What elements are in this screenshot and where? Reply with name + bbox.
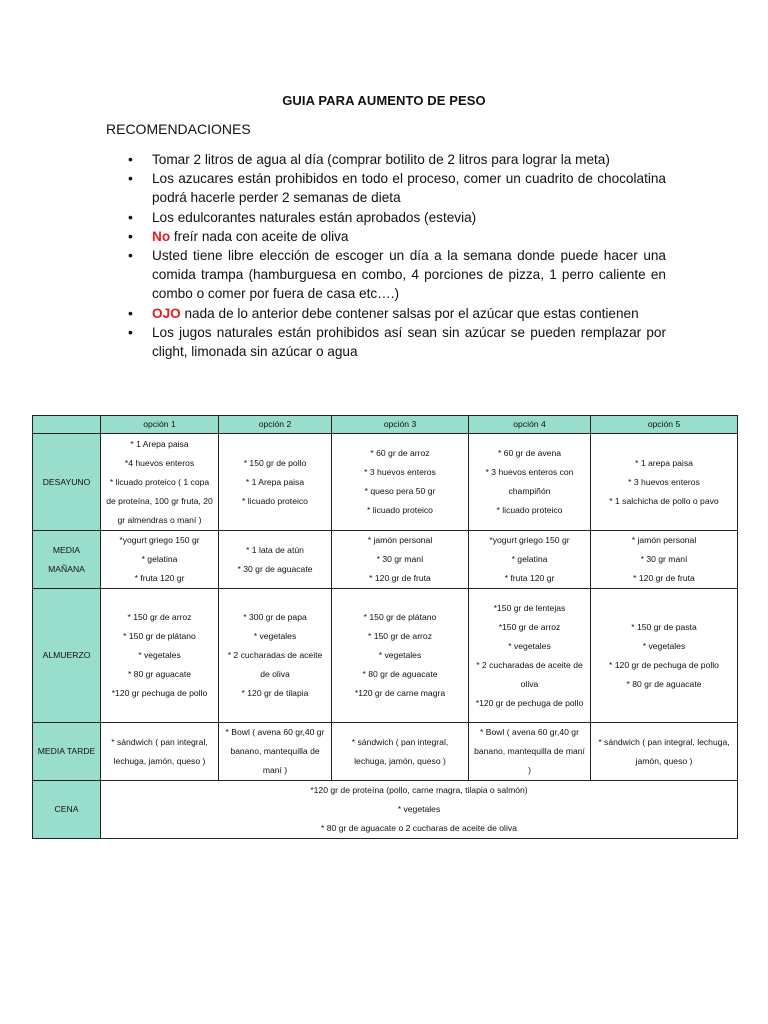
meal-label: MEDIA — [52, 544, 81, 555]
meal-item: *120 gr de carne magra — [354, 688, 446, 698]
meal-label-cell — [33, 723, 101, 781]
meal-item: * 1 salchicha de pollo o pavo — [609, 495, 719, 506]
recommendation-text: Los edulcorantes naturales están aprobados (estevia) — [152, 209, 477, 225]
meal-item: * fruta 120 gr — [504, 573, 555, 583]
meal-item: *120 gr pechuga de pollo — [111, 688, 208, 698]
meal-option-cell — [591, 434, 738, 531]
meal-item: * 80 gr aguacate — [127, 669, 192, 679]
meal-option-cell — [101, 434, 219, 531]
meal-item: * vegetales — [253, 631, 297, 641]
meal-item: * Bowl ( avena 60 gr,40 gr banano, mantequilla de maní ) — [225, 727, 325, 775]
recommendation-item — [106, 169, 666, 207]
meal-item: * licuado proteico — [242, 495, 308, 506]
meal-option-cell — [219, 434, 332, 531]
meal-item: * 2 cucharadas de aceite de oliva — [227, 650, 323, 679]
meal-item: * 1 lata de atún — [246, 544, 304, 555]
meal-label-cell — [33, 781, 101, 839]
meal-plan-table — [32, 415, 738, 839]
meal-item: * 3 huevos enteros con champiñón — [485, 467, 574, 496]
meal-item: * 30 gr de aguacate — [237, 563, 313, 574]
table-row-dinner — [33, 781, 738, 839]
meal-item: * 150 gr de pollo — [243, 457, 307, 468]
column-header: opción 2 — [219, 416, 332, 434]
recommendation-item — [106, 227, 666, 246]
recommendation-highlight: No — [152, 228, 171, 244]
recommendation-text: nada de lo anterior debe contener salsas por el azúcar que estas contienen — [180, 305, 639, 321]
meal-label: CENA — [54, 804, 79, 814]
meal-option-cell — [332, 723, 469, 781]
meal-item: * sándwich ( pan integral, lechuga, jamón, queso ) — [598, 736, 730, 766]
meal-item: * 150 gr de arroz — [367, 631, 432, 641]
recommendation-item — [106, 323, 666, 361]
meal-item: * 80 gr de aguacate o 2 cucharas de aceite de oliva — [321, 823, 517, 833]
column-header: opción 3 — [332, 416, 469, 434]
meal-item: *yogurt griego 150 gr — [489, 535, 570, 545]
meal-item: * fruta 120 gr — [134, 573, 185, 583]
bullet-icon: • — [128, 151, 133, 167]
meal-item: * 120 gr de pechuga de pollo — [609, 659, 719, 670]
recommendation-text: Tomar 2 litros de agua al día (comprar botilito de 2 litros para lograr la meta) — [152, 152, 610, 167]
meal-item: * vegetales — [508, 640, 551, 651]
meal-item: * 60 gr de avena — [497, 448, 562, 458]
meal-item: * sándwich ( pan integral, lechuga, jamón, queso ) — [351, 736, 449, 766]
column-header: opción 5 — [591, 416, 738, 434]
meal-item: * licuado proteico — [496, 505, 563, 515]
recommendation-text: Usted tiene libre elección de escoger un día a la semana donde puede hacer una comida trampa (hamburguesa en combo, 4 porciones de pizza, 1 perro caliente en combo o comer por fuera de casa etc….) — [152, 248, 666, 302]
recommendation-highlight: OJO — [152, 305, 181, 321]
meal-option-cell — [469, 531, 591, 589]
bullet-icon: • — [128, 170, 133, 187]
recommendation-text: Los azucares están prohibidos en todo el proceso, comer un cuadrito de chocolatina podrá hacerle perder 2 semanas de dieta — [152, 171, 666, 206]
meal-item: *4 huevos enteros — [124, 457, 195, 468]
meal-option-cell — [332, 531, 469, 589]
table-row — [33, 589, 738, 723]
meal-item: * vegetales — [378, 650, 422, 660]
meal-item: * vegetales — [397, 804, 441, 814]
meal-item: * gelatina — [511, 554, 548, 564]
table-row — [33, 723, 738, 781]
meal-item: * 2 cucharadas de aceite de oliva — [476, 659, 583, 689]
meal-item: * 120 gr de tilapia — [241, 688, 309, 698]
meal-item: * 150 gr de pasta — [631, 621, 697, 632]
meal-item: * jamón personal — [631, 535, 697, 545]
document-title: GUIA PARA AUMENTO DE PESO — [282, 93, 486, 108]
meal-item: *120 gr de pechuga de pollo — [475, 697, 584, 708]
meal-option-cell — [219, 723, 332, 781]
meal-option-cell — [101, 723, 219, 781]
column-header: opción 1 — [101, 416, 219, 434]
meal-item: *yogurt griego 150 gr — [119, 535, 200, 545]
meal-option-cell — [219, 589, 332, 723]
dinner-cell — [101, 781, 738, 839]
meal-item: * vegetales — [138, 650, 181, 660]
meal-item: * gelatina — [141, 554, 178, 564]
recommendations-list — [106, 150, 666, 361]
header-corner-cell — [33, 416, 101, 434]
meal-label: MAÑANA — [48, 563, 85, 574]
meal-item: * sándwich ( pan integral, lechuga, jamón, queso ) — [111, 736, 208, 766]
meal-option-cell — [469, 589, 591, 723]
recommendation-item — [106, 208, 666, 227]
meal-option-cell — [219, 531, 332, 589]
meal-item: *120 gr de proteína (pollo, carne magra, tilapia o salmón) — [310, 785, 528, 795]
meal-label-cell — [33, 589, 101, 723]
meal-label: MEDIA TARDE — [37, 746, 96, 756]
meal-item: * 300 gr de papa — [243, 612, 307, 622]
meal-label-cell — [33, 434, 101, 531]
meal-option-cell — [101, 589, 219, 723]
meal-option-cell — [591, 589, 738, 723]
meal-label: DESAYUNO — [42, 476, 91, 487]
meal-option-cell — [469, 434, 591, 531]
table-body — [33, 434, 738, 839]
meal-option-cell — [332, 589, 469, 723]
recommendations-heading: RECOMENDACIONES — [106, 121, 251, 137]
meal-option-cell — [332, 434, 469, 531]
meal-item: * licuado proteico — [367, 505, 433, 515]
meal-item: * 30 gr maní — [376, 554, 424, 564]
recommendation-item — [106, 246, 666, 304]
meal-item: * jamón personal — [367, 535, 433, 545]
meal-label: ALMUERZO — [42, 650, 91, 660]
meal-item: *150 gr de lentejas — [493, 602, 566, 613]
recommendation-item — [106, 150, 666, 169]
meal-item: * 3 huevos enteros — [364, 467, 436, 477]
bullet-icon: • — [128, 247, 133, 264]
column-header: opción 4 — [469, 416, 591, 434]
meal-item: * 1 arepa paisa — [635, 457, 693, 468]
meal-label-cell — [33, 531, 101, 589]
recommendation-text: Los jugos naturales están prohibidos así sean sin azúcar se pueden remplazar por clight, limonada sin azúcar o agua — [152, 324, 666, 360]
bullet-icon: • — [128, 208, 133, 225]
meal-item: * 150 gr de arroz — [127, 612, 192, 622]
table-row — [33, 531, 738, 589]
meal-item: * 3 huevos enteros — [628, 476, 700, 487]
meal-item: * 120 gr de fruta — [633, 573, 695, 583]
meal-item: * 80 gr de aguacate — [362, 669, 438, 679]
recommendation-item — [106, 304, 666, 323]
meal-item: * 120 gr de fruta — [369, 573, 431, 583]
meal-item: * Bowl ( avena 60 gr,40 gr banano, mantequilla de maní ) — [474, 727, 585, 775]
table-row — [33, 434, 738, 531]
meal-item: * vegetales — [642, 640, 686, 651]
recommendation-text: freír nada con aceite de oliva — [170, 228, 349, 244]
meal-option-cell — [469, 723, 591, 781]
meal-item: * 150 gr de plátano — [123, 631, 196, 641]
bullet-icon: • — [128, 323, 133, 340]
meal-item: * 30 gr maní — [640, 554, 688, 564]
meal-option-cell — [591, 723, 738, 781]
bullet-icon: • — [128, 304, 133, 321]
meal-option-cell — [101, 531, 219, 589]
meal-item: * 1 Arepa paisa — [130, 438, 189, 449]
meal-item: * 80 gr de aguacate — [626, 678, 702, 689]
meal-item: * queso pera 50 gr — [364, 486, 436, 496]
meal-item: *150 gr de arroz — [498, 621, 561, 632]
meal-item: * 60 gr de arroz — [370, 448, 430, 458]
meal-item: * 1 Arepa paisa — [245, 476, 305, 487]
meal-option-cell — [591, 531, 738, 589]
table-header-row — [33, 416, 738, 434]
bullet-icon: • — [128, 227, 133, 244]
meal-item: * 150 gr de plátano — [363, 612, 437, 622]
meal-item: * licuado proteico ( 1 copa de proteína, 100 gr fruta, 20 gr almendras o maní ) — [106, 476, 213, 525]
